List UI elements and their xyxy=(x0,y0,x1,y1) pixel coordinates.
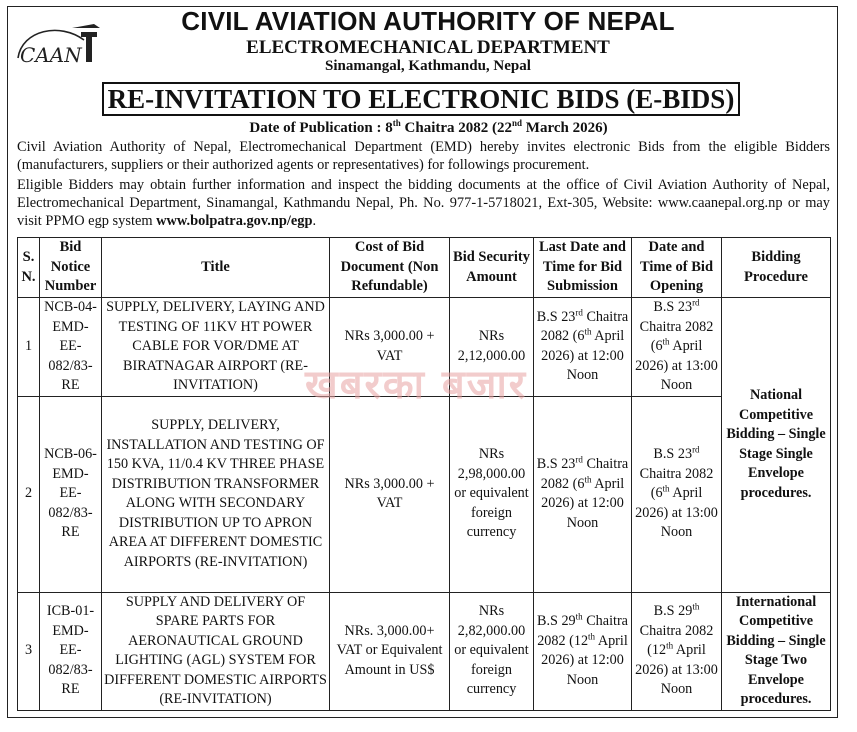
row-opening: B.S 29th Chaitra 2082 (12th April 2026) at 13:00 Noon xyxy=(632,592,722,710)
header-sn: S. N. xyxy=(18,238,40,298)
info-paragraph: Eligible Bidders may obtain further information and inspect the bidding documents at the office of Civil Aviation Authority of Nepal, Electromechanical Department, Sinamangal, Kathmandu Nepal, Ph. No. 977-1-5718021, Ext-305, Website: www.caanepal.org.np or may visit PPMO egp system www.bolpatra.gov.np/egp. xyxy=(17,177,830,230)
row-sn: 2 xyxy=(18,396,40,592)
watermark: खबरका बजार xyxy=(305,362,528,408)
department-title: ELECTROMECHANICAL DEPARTMENT xyxy=(246,37,610,58)
table-row xyxy=(18,592,831,710)
row-title: SUPPLY, DELIVERY, LAYING AND TESTING OF 11KV HT POWER CABLE FOR VOR/DME AT BIRATNAGAR AIRPORT (RE-INVITATION) xyxy=(102,298,330,397)
header-security: Bid Security Amount xyxy=(450,238,534,298)
row-notice: NCB-04-EMD-EE-082/83-RE xyxy=(40,298,102,397)
procedure-icb: International Competitive Bidding – Single Stage Two Envelope procedures. xyxy=(722,592,831,710)
org-title: CIVIL AVIATION AUTHORITY OF NEPAL xyxy=(181,6,675,36)
logo-text: CAAN xyxy=(20,43,82,67)
row-sn: 3 xyxy=(18,592,40,710)
row-title: SUPPLY AND DELIVERY OF SPARE PARTS FOR AERONAUTICAL GROUND LIGHTING (AGL) SYSTEM FOR DIFFERENT DOMESTIC AIRPORTS (RE-INVITATION) xyxy=(102,592,330,710)
row-last-date: B.S 29th Chaitra 2082 (12th April 2026) at 12:00 Noon xyxy=(534,592,632,710)
bids-table xyxy=(17,237,831,711)
procedure-ncb: National Competitive Bidding – Single Stage Single Envelope procedures. xyxy=(722,298,831,593)
intro-paragraph: Civil Aviation Authority of Nepal, Electromechanical Department (EMD) hereby invites electronic Bids from the eligible Bidders (manufacturers, suppliers or their authorized agents or representatives) for followings procurement. xyxy=(17,139,830,174)
header-procedure: Bidding Procedure xyxy=(722,238,831,298)
row-cost: NRs. 3,000.00+ VAT or Equivalent Amount in US$ xyxy=(330,592,450,710)
header-cost: Cost of Bid Document (Non Refundable) xyxy=(330,238,450,298)
row-opening: B.S 23rd Chaitra 2082 (6th April 2026) at 13:00 Noon xyxy=(632,396,722,592)
row-security: NRs 2,12,000.00 xyxy=(450,298,534,397)
header-opening: Date and Time of Bid Opening xyxy=(632,238,722,298)
row-notice: NCB-06-EMD-EE-082/83-RE xyxy=(40,396,102,592)
egp-link[interactable]: www.bolpatra.gov.np/egp xyxy=(156,213,313,230)
publication-date: Date of Publication : 8th Chaitra 2082 (22nd March 2026) xyxy=(249,118,608,136)
row-security: NRs 2,98,000.00 or equivalent foreign currency xyxy=(450,396,534,592)
row-last-date: B.S 23rd Chaitra 2082 (6th April 2026) at 12:00 Noon xyxy=(534,298,632,397)
row-opening: B.S 23rd Chaitra 2082 (6th April 2026) at 13:00 Noon xyxy=(632,298,722,397)
header-title: Title xyxy=(102,238,330,298)
table-row xyxy=(18,396,831,592)
header-notice: Bid Notice Number xyxy=(40,238,102,298)
row-security: NRs 2,82,000.00 or equivalent foreign currency xyxy=(450,592,534,710)
row-last-date: B.S 23rd Chaitra 2082 (6th April 2026) at 12:00 Noon xyxy=(534,396,632,592)
notice-banner: RE-INVITATION TO ELECTRONIC BIDS (E-BIDS) xyxy=(102,82,740,116)
row-cost: NRs 3,000.00 + VAT xyxy=(330,396,450,592)
header-last-date: Last Date and Time for Bid Submission xyxy=(534,238,632,298)
address: Sinamangal, Kathmandu, Nepal xyxy=(325,58,531,74)
row-sn: 1 xyxy=(18,298,40,397)
table-header-row xyxy=(18,238,831,298)
caan-logo xyxy=(14,18,102,70)
row-cost: NRs 3,000.00 + VAT xyxy=(330,298,450,397)
row-title: SUPPLY, DELIVERY, INSTALLATION AND TESTING OF 150 KVA, 11/0.4 KV THREE PHASE DISTRIBUTION TRANSFORMER ALONG WITH SECONDARY DISTRIBUTION UP TO APRON AREA AT DIFFERENT DOMESTIC AIRPORTS (RE-INVITATION) xyxy=(102,396,330,592)
row-notice: ICB-01-EMD-EE-082/83-RE xyxy=(40,592,102,710)
